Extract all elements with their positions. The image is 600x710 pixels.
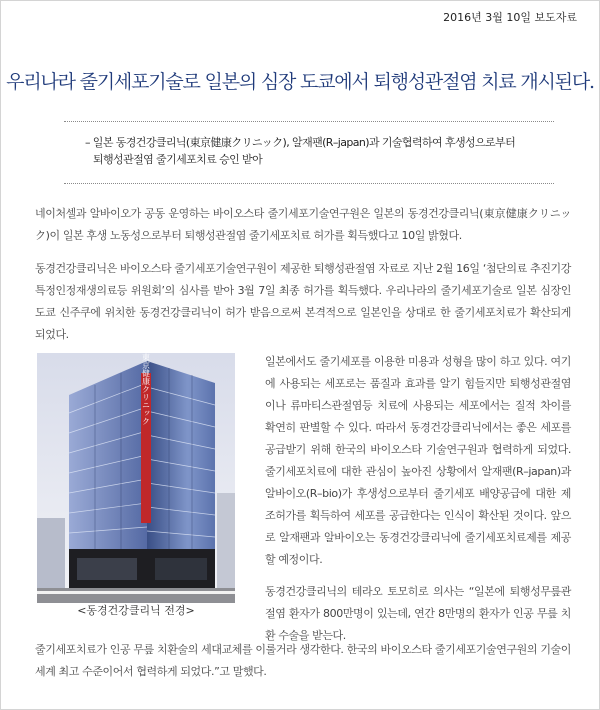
bottom-divider [64,183,554,184]
paragraph-intro: 네이처셀과 알바이오가 공동 운영하는 바이오스타 줄기세포기술연구원은 일본의 동경건강클리닉(東京健康クリニック)이 일본 후생 노동성으로부터 퇴행성관절염 줄기세포치료 허가를 획득했다고 10일 밝혔다. [35,207,571,242]
clinic-building-photo [37,353,235,603]
paragraph-approval: 동경건강클리닉은 바이오스타 줄기세포기술연구원이 제공한 퇴행성관절염 자료로 지난 2월 16일 ‘첨단의료 추진기강 특정인정재생의료등 위원회’의 심사를 받아 3월 7일 최종 허가를 획득했다. 우리나라의 줄기세포기술로 일본 심장인 도쿄 신주쿠에 위치한 동경건강클리닉이 허가 받음으로써 본격적으로 일본인을 상대로 한 줄기세포치료가 확산되게 되었다. [35,262,571,341]
paragraph-quote-end: 줄기세포치료가 인공 무릎 치환술의 세대교체를 이룰거라 생각한다. 한국의 바이오스타 줄기세포기술연구원의 기술이 세계 최고 수준이어서 협력하게 되었다.”고 말했다. [35,643,571,678]
clinic-sign-text: 東京健康クリニック [141,353,151,425]
subheadline-line-2: 퇴행성관절염 줄기세포치료 승인 받아 [93,153,263,166]
release-date: 2016년 3월 10일 보도자료 [443,11,577,24]
paragraph-market: 일본에서도 줄기세포를 이용한 미용과 성형을 많이 하고 있다. 여기에 사용되는 세포로는 품질과 효과를 알기 힘들지만 퇴행성관절염이나 류마티스관절염등 치료에 사용되는 세포에서는 질적 차이를 확연히 판별할 수 있다. 따라서 동경건강클리닉에서는 좋은 세포를 공급받기 위해 한국의 바이오스타 기술연구원과 협력하게 되었다. 줄기세포치료에 대한 관심이 높아진 상황에서 알재팬(R–japan)과 알바이오(R–bio)가 후생성으로부터 줄기세포 배양공급에 대한 제조허가를 획득하여 세포를 공급한다는 인식이 확산된 것이다. 앞으로 알재팬과 알바이오는 동경건강클리닉에 줄기세포치료제를 제공할 예정이다. [265,355,571,566]
headline: 우리나라 줄기세포기술로 일본의 심장 도쿄에서 퇴행성관절염 치료 개시된다. [6,71,594,93]
photo-caption: <동경건강클리닉 전경> [77,604,195,617]
paragraph-quote-start: 동경건강클리닉의 테라오 토모히로 의사는 “일본에 퇴행성무릎관절염 환자가 800만명이 있는데, 연간 8만명의 환자가 인공 무릎 치환 수술을 받는다. [265,585,571,642]
subheadline-line-1: – 일본 동경건강클리닉(東京健康クリニック), 알재팬(R–japan)과 기술협력하여 후생성으로부터 [85,136,516,149]
subheadline [85,134,569,168]
top-divider [64,121,554,122]
